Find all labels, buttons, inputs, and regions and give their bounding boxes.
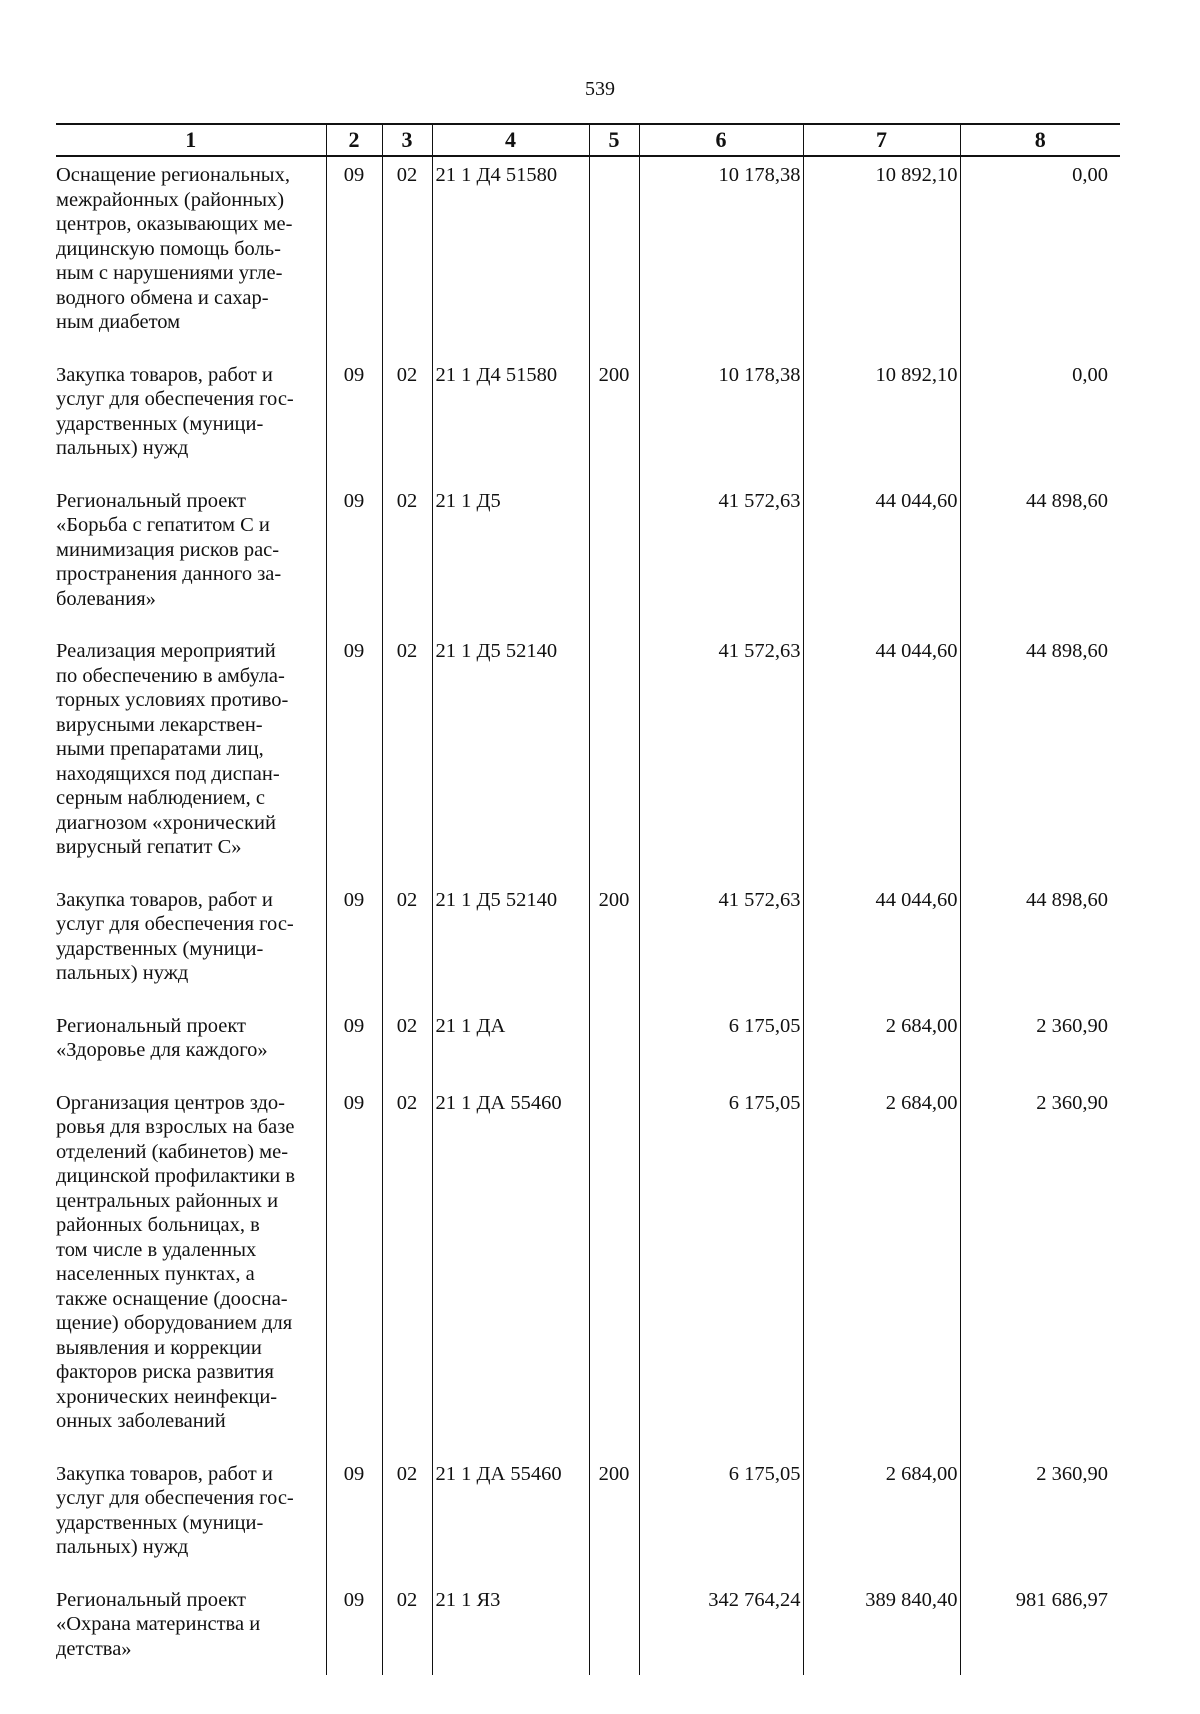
row-name-cell: Региональный проект «Охрана материнства и детства» [56,1588,261,1660]
spacer-cell [56,611,326,633]
spacer-cell [639,986,803,1008]
amount-col7-cell: 389 840,40 [803,1582,960,1676]
section-code-cell: 09 [326,633,382,860]
table-body [56,156,1120,1675]
amount-col7-cell: 44 044,60 [803,633,960,860]
amount-col6-cell: 41 572,63 [639,483,803,612]
spacer-cell [382,986,432,1008]
row-spacer [56,1063,1120,1085]
table-row [56,1582,1120,1676]
amount-col7-cell: 10 892,10 [803,357,960,461]
table-row [56,882,1120,986]
spacer-cell [56,1063,326,1085]
spacer-cell [589,1434,639,1456]
spacer-cell [803,1560,960,1582]
row-name-cell: Закупка товаров, работ и услуг для обеспечения гос- ударственных (муници- пальных) нужд [56,888,294,984]
row-name-cell: Региональный проект «Здоровье для каждого» [56,1014,268,1061]
target-article-cell: 21 1 ДА 55460 [432,1456,589,1560]
spacer-cell [326,335,382,357]
spacer-cell [382,1063,432,1085]
expense-type-cell: 200 [589,357,639,461]
spacer-cell [960,461,1120,483]
amount-col8-cell: 44 898,60 [960,483,1120,612]
spacer-cell [382,860,432,882]
spacer-cell [432,1063,589,1085]
amount-col8-cell: 2 360,90 [960,1008,1120,1063]
row-name-cell: Региональный проект «Борьба с гепатитом С и минимизация рисков рас- пространения данного за- болевания» [56,489,282,610]
spacer-cell [382,1434,432,1456]
spacer-cell [639,611,803,633]
spacer-cell [326,1434,382,1456]
amount-col7-cell: 2 684,00 [803,1456,960,1560]
table-row [56,1008,1120,1063]
spacer-cell [803,986,960,1008]
table-row [56,1456,1120,1560]
spacer-cell [639,335,803,357]
spacer-cell [639,1063,803,1085]
subsection-code-cell: 02 [382,483,432,612]
subsection-code-cell: 02 [382,357,432,461]
row-name-cell: Организация центров здо- ровья для взрослых на базе отделений (кабинетов) ме- дицинской профилактики в центральных районных и районных больницах, в том числе в удаленных населенных пунктах, а также оснащение (доосна- щение) оборудованием для выявления и коррекции факторов риска развития хронических неинфекци- онных заболеваний [56,1091,296,1432]
column-header-5: 5 [589,124,639,156]
section-code-cell: 09 [326,156,382,335]
spacer-cell [589,461,639,483]
amount-col6-cell: 342 764,24 [639,1582,803,1676]
amount-col6-cell: 10 178,38 [639,156,803,335]
spacer-cell [432,1434,589,1456]
spacer-cell [56,461,326,483]
spacer-cell [803,461,960,483]
spacer-cell [639,860,803,882]
section-code-cell: 09 [326,1582,382,1676]
spacer-cell [589,1063,639,1085]
row-spacer [56,860,1120,882]
section-code-cell: 09 [326,483,382,612]
row-name-cell: Закупка товаров, работ и услуг для обеспечения гос- ударственных (муници- пальных) нужд [56,363,294,459]
spacer-cell [803,1434,960,1456]
spacer-cell [56,335,326,357]
spacer-cell [589,986,639,1008]
subsection-code-cell: 02 [382,1456,432,1560]
amount-col6-cell: 6 175,05 [639,1085,803,1434]
amount-col8-cell: 981 686,97 [960,1582,1120,1676]
amount-col7-cell: 44 044,60 [803,882,960,986]
spacer-cell [639,1560,803,1582]
amount-col8-cell: 2 360,90 [960,1085,1120,1434]
spacer-cell [589,611,639,633]
expense-type-cell [589,1582,639,1676]
subsection-code-cell: 02 [382,1008,432,1063]
amount-col7-cell: 10 892,10 [803,156,960,335]
spacer-cell [432,986,589,1008]
spacer-cell [432,860,589,882]
spacer-cell [326,986,382,1008]
spacer-cell [960,335,1120,357]
spacer-cell [639,461,803,483]
amount-col6-cell: 41 572,63 [639,882,803,986]
expense-type-cell [589,1085,639,1434]
amount-col7-cell: 44 044,60 [803,483,960,612]
target-article-cell: 21 1 Д4 51580 [432,357,589,461]
spacer-cell [382,1560,432,1582]
spacer-cell [382,335,432,357]
spacer-cell [56,986,326,1008]
spacer-cell [56,1434,326,1456]
column-header-7: 7 [803,124,960,156]
spacer-cell [960,611,1120,633]
subsection-code-cell: 02 [382,633,432,860]
expense-type-cell [589,483,639,612]
spacer-cell [432,461,589,483]
target-article-cell: 21 1 ДА 55460 [432,1085,589,1434]
expense-type-cell: 200 [589,1456,639,1560]
budget-table [56,123,1120,1675]
table-header-row [56,124,1120,156]
expense-type-cell: 200 [589,882,639,986]
spacer-cell [432,611,589,633]
column-header-3: 3 [382,124,432,156]
spacer-cell [803,860,960,882]
subsection-code-cell: 02 [382,1085,432,1434]
spacer-cell [589,1560,639,1582]
row-name-cell: Реализация мероприятий по обеспечению в амбула- торных условиях противо- вирусными лекарствен- ными препаратами лиц, находящихся под диспан- серным наблюдением, с диагнозом «хронический вирусный гепатит С» [56,640,289,858]
amount-col6-cell: 6 175,05 [639,1456,803,1560]
amount-col8-cell: 0,00 [960,156,1120,335]
amount-col6-cell: 41 572,63 [639,633,803,860]
spacer-cell [960,1434,1120,1456]
amount-col7-cell: 2 684,00 [803,1008,960,1063]
table-row [56,633,1120,860]
table-row [56,357,1120,461]
section-code-cell: 09 [326,357,382,461]
section-code-cell: 09 [326,1085,382,1434]
subsection-code-cell: 02 [382,156,432,335]
spacer-cell [326,860,382,882]
spacer-cell [56,860,326,882]
row-name-cell: Закупка товаров, работ и услуг для обеспечения гос- ударственных (муници- пальных) нужд [56,1462,294,1558]
spacer-cell [960,860,1120,882]
target-article-cell: 21 1 Д5 52140 [432,882,589,986]
section-code-cell: 09 [326,1008,382,1063]
spacer-cell [589,860,639,882]
spacer-cell [589,335,639,357]
target-article-cell: 21 1 ДА [432,1008,589,1063]
amount-col8-cell: 44 898,60 [960,882,1120,986]
row-spacer [56,986,1120,1008]
target-article-cell: 21 1 Д5 52140 [432,633,589,860]
section-code-cell: 09 [326,1456,382,1560]
section-code-cell: 09 [326,882,382,986]
target-article-cell: 21 1 Д4 51580 [432,156,589,335]
spacer-cell [639,1434,803,1456]
row-spacer [56,1434,1120,1456]
target-article-cell: 21 1 Д5 [432,483,589,612]
spacer-cell [803,1063,960,1085]
amount-col8-cell: 2 360,90 [960,1456,1120,1560]
expense-type-cell [589,633,639,860]
amount-col6-cell: 6 175,05 [639,1008,803,1063]
spacer-cell [326,461,382,483]
spacer-cell [960,1063,1120,1085]
spacer-cell [56,1560,326,1582]
column-header-2: 2 [326,124,382,156]
row-name-cell: Оснащение региональных, межрайонных (районных) центров, оказывающих ме- дицинскую помощь боль- ным с нарушениями угле- водного обмена и сахар- ным диабетом [56,164,293,333]
page-number: 539 [585,78,615,100]
row-spacer [56,611,1120,633]
table-row [56,1085,1120,1434]
column-header-4: 4 [432,124,589,156]
subsection-code-cell: 02 [382,882,432,986]
row-spacer [56,1560,1120,1582]
spacer-cell [326,611,382,633]
column-header-8: 8 [960,124,1120,156]
expense-type-cell [589,1008,639,1063]
table-row [56,156,1120,335]
amount-col8-cell: 0,00 [960,357,1120,461]
target-article-cell: 21 1 Я3 [432,1582,589,1676]
table-row [56,483,1120,612]
spacer-cell [382,461,432,483]
spacer-cell [803,335,960,357]
amount-col8-cell: 44 898,60 [960,633,1120,860]
amount-col6-cell: 10 178,38 [639,357,803,461]
spacer-cell [960,1560,1120,1582]
spacer-cell [326,1063,382,1085]
spacer-cell [326,1560,382,1582]
column-header-6: 6 [639,124,803,156]
spacer-cell [432,1560,589,1582]
row-spacer [56,335,1120,357]
spacer-cell [803,611,960,633]
spacer-cell [432,335,589,357]
column-header-1: 1 [56,124,326,156]
spacer-cell [382,611,432,633]
row-spacer [56,461,1120,483]
spacer-cell [960,986,1120,1008]
subsection-code-cell: 02 [382,1582,432,1676]
amount-col7-cell: 2 684,00 [803,1085,960,1434]
expense-type-cell [589,156,639,335]
